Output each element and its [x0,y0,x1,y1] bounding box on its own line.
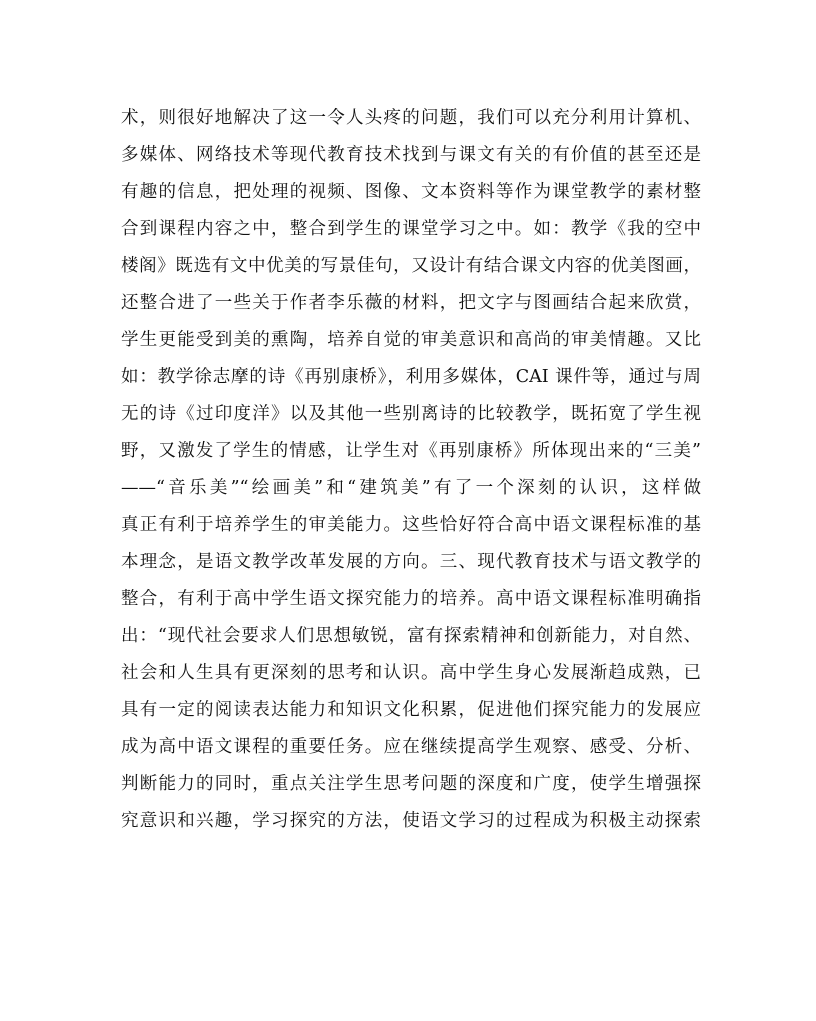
text-line: 社会和人生具有更深刻的思考和认识。高中学生身心发展渐趋成熟，已 [121,663,701,683]
text-line: 无的诗《过印度洋》以及其他一些别离诗的比较教学，既拓宽了学生视 [121,404,701,424]
text-line: 如：教学徐志摩的诗《再别康桥》，利用多媒体，CAI 课件等，通过与周 [121,367,701,387]
text-line: 野，又激发了学生的情感，让学生对《再别康桥》所体现出来的“三美” [121,441,701,461]
text-line: 真正有利于培养学生的审美能力。这些恰好符合高中语文课程标准的基 [121,515,701,535]
text-line: 判断能力的同时，重点关注学生思考问题的深度和广度，使学生增强探 [121,774,701,794]
text-line: 还整合进了一些关于作者李乐薇的材料，把文字与图画结合起来欣赏， [121,293,701,313]
text-line: 楼阁》既选有文中优美的写景佳句，又设计有结合课文内容的优美图画， [121,256,701,276]
text-line: 学生更能受到美的熏陶，培养自觉的审美意识和高尚的审美情趣。又比 [121,330,701,350]
text-line: 术，则很好地解决了这一令人头疼的问题，我们可以充分利用计算机、 [121,108,701,128]
text-line: 成为高中语文课程的重要任务。应在继续提高学生观察、感受、分析、 [121,737,701,757]
text-line: 整合，有利于高中学生语文探究能力的培养。高中语文课程标准明确指 [121,589,701,609]
text-line: 多媒体、网络技术等现代教育技术找到与课文有关的有价值的甚至还是 [121,145,701,165]
text-line: 有趣的信息，把处理的视频、图像、文本资料等作为课堂教学的素材整 [121,182,701,202]
text-line: 出：“现代社会要求人们思想敏锐，富有探索精神和创新能力，对自然、 [121,626,701,646]
text-line: ——“音乐美”“绘画美”和“建筑美”有了一个深刻的认识，这样做 [121,478,701,498]
text-line: 合到课程内容之中，整合到学生的课堂学习之中。如：教学《我的空中 [121,219,701,239]
body-text [121,100,701,840]
text-line: 具有一定的阅读表达能力和知识文化积累，促进他们探究能力的发展应 [121,700,701,720]
text-line: 究意识和兴趣，学习探究的方法，使语文学习的过程成为积极主动探索 [121,811,701,831]
text-line: 本理念，是语文教学改革发展的方向。三、现代教育技术与语文教学的 [121,552,701,572]
